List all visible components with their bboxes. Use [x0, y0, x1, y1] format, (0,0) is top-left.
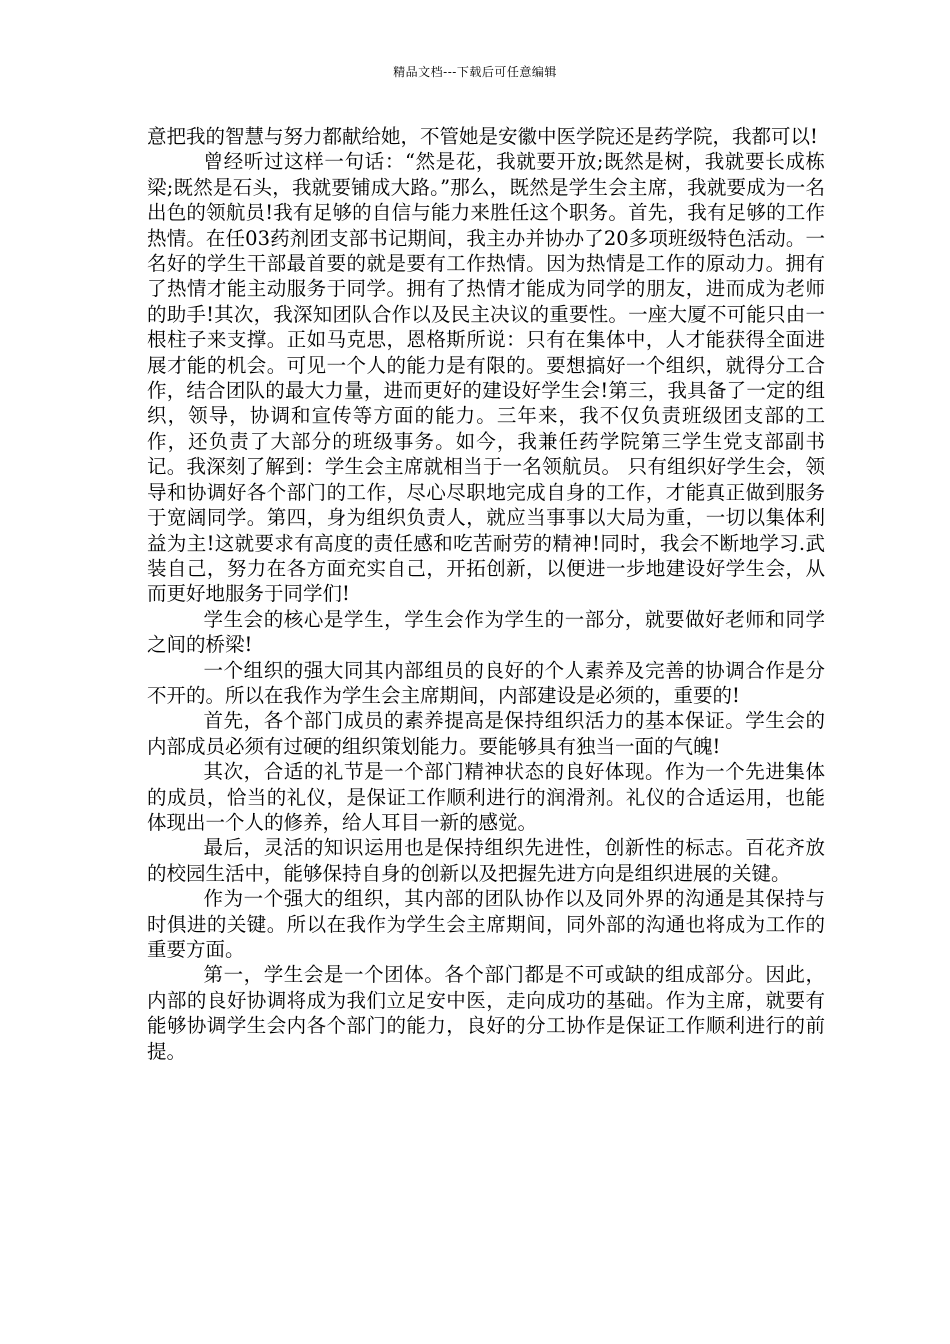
- paragraph-3: 学生会的核心是学生，学生会作为学生的一部分，就要做好老师和同学之间的桥梁!: [147, 607, 825, 657]
- paragraph-6: 其次，合适的礼节是一个部门精神状态的良好体现。作为一个先进集体的成员，恰当的礼仪，是保证工作顺利进行的润滑剂。礼仪的合适运用，也能体现出一个人的修养，给人耳目一新的感觉。: [147, 760, 825, 834]
- paragraph-2: 曾经听过这样一句话：“然是花，我就要开放;既然是树，我就要长成栋梁;既然是石头，我就要铺成大路。”那么，既然是学生会主席，我就要成为一名出色的领航员!我有足够的自信与能力来胜任这个职务。首先，我有足够的工作热情。在任03药剂团支部书记期间，我主办并协办了20多项班级特色活动。一名好的学生干部最首要的就是要有工作热情。因为热情是工作的原动力。拥有了热情才能主动服务于同学。拥有了热情才能成为同学的朋友，进而成为老师的助手!其次，我深知团队合作以及民主决议的重要性。一座大厦不可能只由一根柱子来支撑。正如马克思，恩格斯所说：只有在集体中，人才能获得全面进展才能的机会。可见一个人的能力是有限的。要想搞好一个组织，就得分工合作，结合团队的最大力量，进而更好的建设好学生会!第三，我具备了一定的组织，领导，协调和宣传等方面的能力。三年来，我不仅负责班级团支部的工作，还负责了大部分的班级事务。如今，我兼任药学院第三学生党支部副书记。我深刻了解到：学生会主席就相当于一名领航员。 只有组织好学生会，领导和协调好各个部门的工作，尽心尽职地完成自身的工作，才能真正做到服务于宽阔同学。第四，身为组织负责人，就应当事事以大局为重，一切以集体利益为主!这就要求有高度的责任感和吃苦耐劳的精神!同时，我会不断地学习.武装自己，努力在各方面充实自己，开拓创新，以便进一步地建设好学生会，从而更好地服务于同学们!: [147, 150, 825, 606]
- paragraph-8: 作为一个强大的组织，其内部的团队协作以及同外界的沟通是其保持与时俱进的关键。所以在我作为学生会主席期间，同外部的沟通也将成为工作的重要方面。: [147, 887, 825, 961]
- paragraph-4: 一个组织的强大同其内部组员的良好的个人素养及完善的协调合作是分不开的。所以在我作为学生会主席期间，内部建设是必须的，重要的!: [147, 658, 825, 707]
- paragraph-1: 意把我的智慧与努力都献给她，不管她是安徽中医学院还是药学院，我都可以!: [147, 125, 818, 148]
- paragraph-7: 最后，灵活的知识运用也是保持组织先进性，创新性的标志。百花齐放的校园生活中，能够保持自身的创新以及把握先进方向是组织进展的关键。: [147, 836, 825, 885]
- paragraph-9: 第一，学生会是一个团体。各个部门都是不可或缺的组成部分。因此，内部的良好协调将成为我们立足安中医，走向成功的基础。作为主席，就要有能够协调学生会内各个部门的能力，良好的分工协作是保证工作顺利进行的前提。: [147, 963, 825, 1063]
- page-header: 精品文档---下载后可任意编辑: [393, 65, 557, 79]
- document-body: [147, 124, 825, 1064]
- paragraph-5: 首先，各个部门成员的素养提高是保持组织活力的基本保证。学生会的内部成员必须有过硬的组织策划能力。要能够具有独当一面的气魄!: [147, 709, 825, 758]
